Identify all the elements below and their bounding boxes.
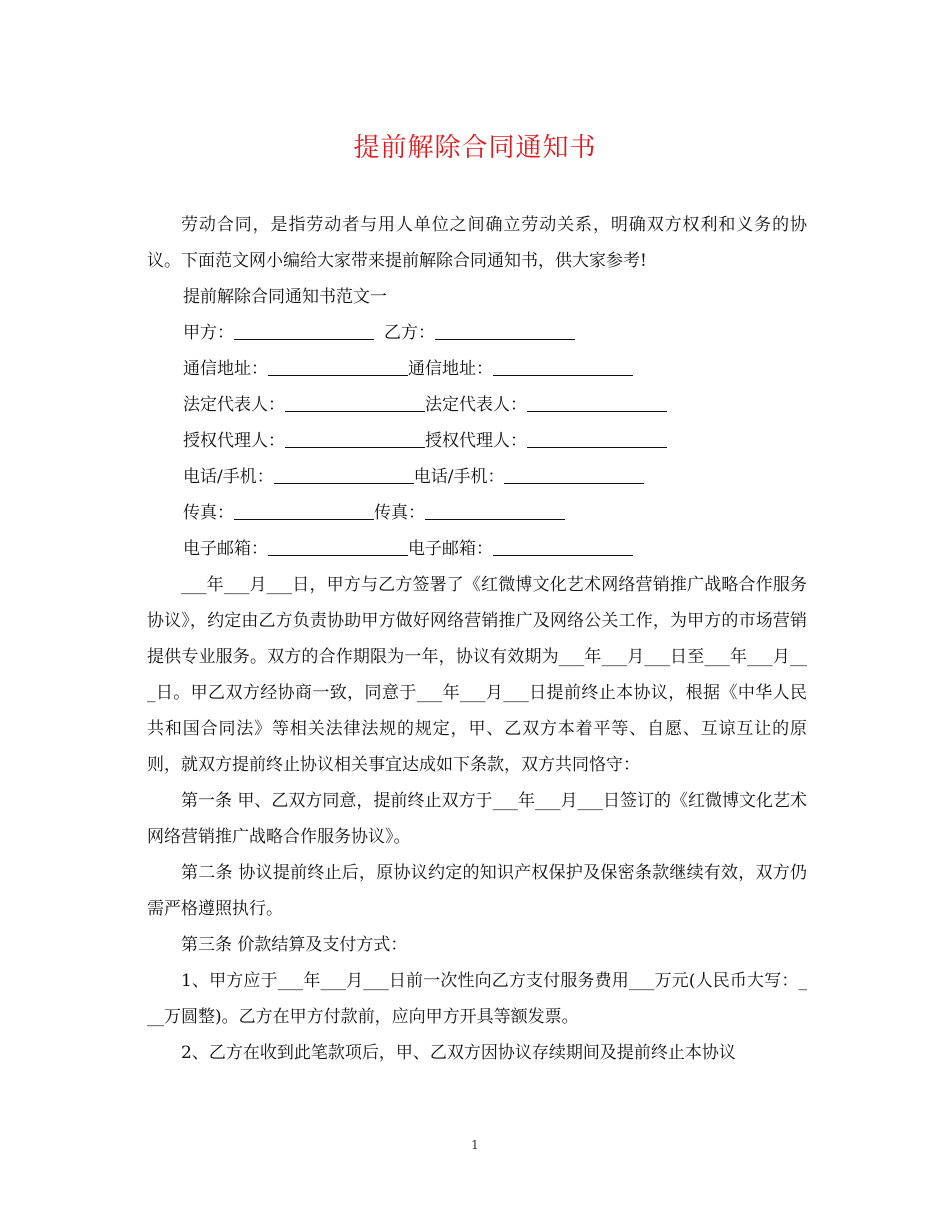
party-label-right: 授权代理人： <box>425 431 527 451</box>
sample-heading: 提前解除合同通知书范文一 <box>183 287 387 307</box>
party-row <box>147 459 807 495</box>
party-label-right: 乙方： <box>384 323 435 343</box>
party-label-left: 电子邮箱： <box>183 539 268 559</box>
fill-in-blank <box>285 389 425 412</box>
payment-item-1: 1、甲方应于___年___月___日前一次性向乙方支付服务费用___万元(人民币大写：___万圆整)。乙方在甲方付款前，应向甲方开具等额发票。 <box>147 971 807 1027</box>
party-label-left: 电话/手机： <box>183 467 274 487</box>
party-label-right: 传真： <box>374 503 425 523</box>
page-number: 1 <box>471 1138 479 1152</box>
article-1: 第一条 甲、乙双方同意，提前终止双方于___年___月___日签订的《红微博文化艺术网络营销推广战略合作服务协议》。 <box>147 791 807 847</box>
intro-paragraph: 劳动合同，是指劳动者与用人单位之间确立劳动关系，明确双方权利和义务的协议。下面范文网小编给大家带来提前解除合同通知书，供大家参考! <box>147 215 807 271</box>
fill-in-blank <box>493 533 633 556</box>
party-row <box>147 351 807 387</box>
party-label-left: 传真： <box>183 503 234 523</box>
fill-in-blank <box>234 317 374 340</box>
fill-in-blank <box>425 497 565 520</box>
party-label-left: 甲方： <box>183 323 234 343</box>
fill-in-blank <box>268 533 408 556</box>
party-label-right: 通信地址： <box>408 359 493 379</box>
party-label-left: 法定代表人： <box>183 395 285 415</box>
party-row <box>147 531 807 567</box>
fill-in-blank <box>285 425 425 448</box>
party-label-left: 通信地址： <box>183 359 268 379</box>
fill-in-blank <box>435 317 575 340</box>
document-title: 提前解除合同通知书 <box>353 133 597 163</box>
fill-in-blank <box>527 389 667 412</box>
fill-in-blank <box>504 461 644 484</box>
fill-in-blank <box>234 497 374 520</box>
article-2: 第二条 协议提前终止后，原协议约定的知识产权保护及保密条款继续有效，双方仍需严格遵照执行。 <box>147 863 807 919</box>
party-label-right: 电子邮箱： <box>408 539 493 559</box>
party-row <box>147 315 807 351</box>
agreement-paragraph: ___年___月___日，甲方与乙方签署了《红微博文化艺术网络营销推广战略合作服务协议》，约定由乙方负责协助甲方做好网络营销推广及网络公关工作，为甲方的市场营销提供专业服务。双方的合作期限为一年，协议有效期为___年___月___日至___年___月___日。甲乙双方经协商一致，同意于___年___月___日提前终止本协议，根据《中华人民共和国合同法》等相关法律法规的规定，甲、乙双方本着平等、自愿、互谅互让的原则，就双方提前终止协议相关事宜达成如下条款，双方共同恪守： <box>147 575 807 775</box>
party-row <box>147 387 807 423</box>
party-label-left: 授权代理人： <box>183 431 285 451</box>
article-3: 第三条 价款结算及支付方式： <box>181 935 408 955</box>
document-body <box>147 207 807 1071</box>
party-row <box>147 495 807 531</box>
fill-in-blank <box>268 353 408 376</box>
party-label-right: 电话/手机： <box>413 467 505 487</box>
fill-in-blank <box>274 461 414 484</box>
payment-item-2: 2、乙方在收到此笔款项后，甲、乙双方因协议存续期间及提前终止本协议 <box>181 1043 736 1063</box>
fill-in-blank <box>493 353 633 376</box>
party-label-right: 法定代表人： <box>425 395 527 415</box>
party-row <box>147 423 807 459</box>
fill-in-blank <box>527 425 667 448</box>
